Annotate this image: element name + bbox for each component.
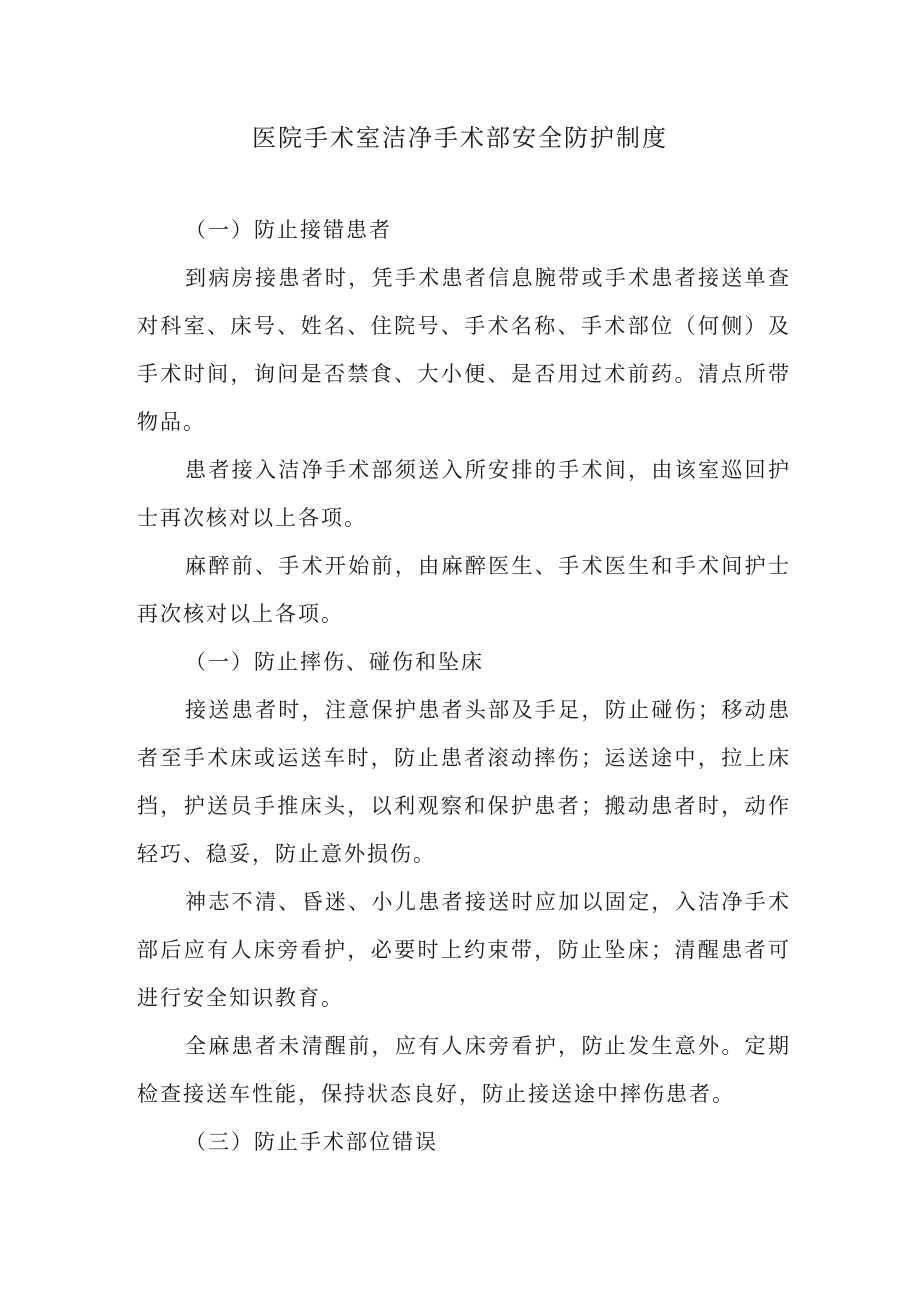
section-heading: （一）防止摔伤、碰伤和坠床 [185, 650, 484, 674]
document-body [137, 206, 791, 1166]
section-heading: （一）防止接错患者 [185, 218, 392, 242]
paragraph: 麻醉前、手术开始前，由麻醉医生、手术医生和手术间护士再次核对以上各项。 [137, 554, 791, 626]
paragraph: 到病房接患者时，凭手术患者信息腕带或手术患者接送单查对科室、床号、姓名、住院号、手术名称、手术部位（何侧）及手术时间，询问是否禁食、大小便、是否用过术前药。清点所带物品。 [137, 266, 791, 434]
paragraph: 神志不清、昏迷、小儿患者接送时应加以固定，入洁净手术部后应有人床旁看护，必要时上约束带，防止坠床；清醒患者可进行安全知识教育。 [137, 890, 791, 1010]
paragraph: 接送患者时，注意保护患者头部及手足，防止碰伤；移动患者至手术床或运送车时，防止患者滚动摔伤；运送途中，拉上床挡，护送员手推床头，以利观察和保护患者；搬动患者时，动作轻巧、稳妥，防止意外损伤。 [137, 698, 791, 866]
paragraph: 全麻患者未清醒前，应有人床旁看护，防止发生意外。定期检查接送车性能，保持状态良好，防止接送途中摔伤患者。 [137, 1034, 791, 1106]
document-title: 医院手术室洁净手术部安全防护制度 [252, 124, 668, 152]
section-heading: （三）防止手术部位错误 [185, 1130, 438, 1154]
paragraph: 患者接入洁净手术部须送入所安排的手术间，由该室巡回护士再次核对以上各项。 [137, 458, 791, 530]
